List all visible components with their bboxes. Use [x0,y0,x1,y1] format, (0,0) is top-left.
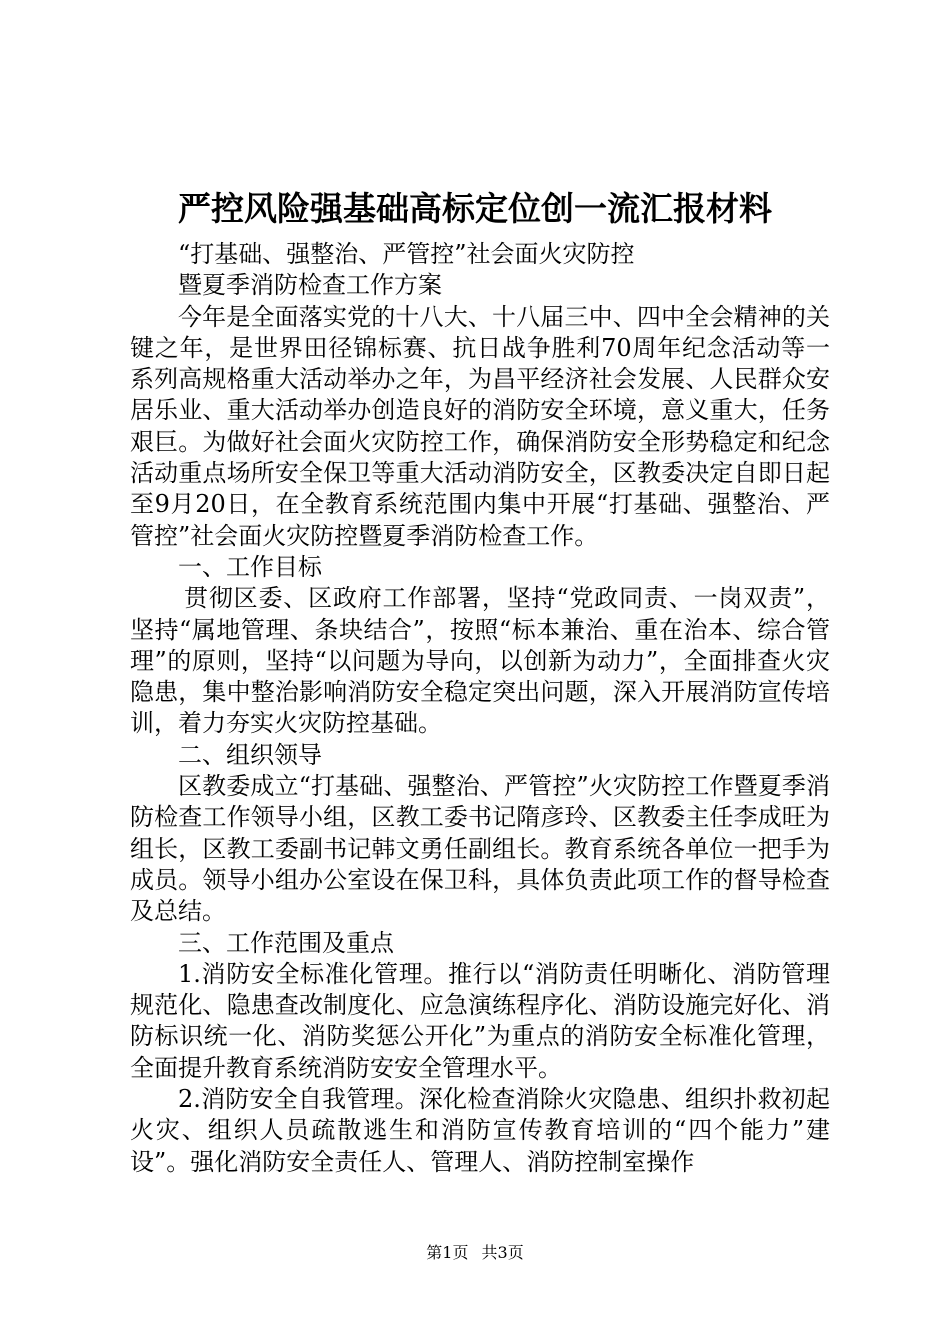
page-footer [0,1242,950,1264]
paragraph-intro: 今年是全面落实党的十八大、十八届三中、四中全会精神的关键之年，是世界田径锦标赛、抗日战争胜利70周年纪念活动等一系列高规格重大活动举办之年，为昌平经济社会发展、人民群众安居乐业、重大活动举办创造良好的消防安全环境，意义重大，任务艰巨。为做好社会面火灾防控工作，确保消防安全形势稳定和纪念活动重点场所安全保卫等重大活动消防安全，区教委决定自即日起至9月20日，在全教育系统范围内集中开展“打基础、强整治、严管控”社会面火灾防控暨夏季消防检查工作。 [130,302,830,550]
subtitle-line-2: 暨夏季消防检查工作方案 [178,271,442,300]
page-total: 共3页 [481,1243,524,1262]
document-body [130,239,830,1178]
document-title: 严控风险强基础高标定位创一流汇报材料 [178,189,772,228]
paragraph-item-1: 1.消防安全标准化管理。推行以“消防责任明晰化、消防管理规范化、隐患查改制度化、应急演练程序化、消防设施完好化、消防标识统一化、消防奖惩公开化”为重点的消防安全标准化管理，全面提升教育系统消防安安全管理水平。 [130,959,830,1082]
page-number: 第1页 [426,1243,469,1262]
paragraph-organization: 区教委成立“打基础、强整治、严管控”火灾防控工作暨夏季消防检查工作领导小组，区教工委书记隋彦玲、区教委主任李成旺为组长，区教工委副书记韩文勇任副组长。教育系统各单位一把手为成员。领导小组办公室设在保卫科，具体负责此项工作的督导检查及总结。 [130,772,830,926]
section-heading-goals: 一、工作目标 [178,552,322,581]
paragraph-goals: 贯彻区委、区政府工作部署，坚持“党政同责、一岗双责”，坚持“属地管理、条块结合”，按照“标本兼治、重在治本、综合管理”的原则，坚持“以问题为导向，以创新为动力”，全面排查火灾隐患，集中整治影响消防安全稳定突出问题，深入开展消防宣传培训，着力夯实火灾防控基础。 [130,584,830,738]
section-heading-organization: 二、组织领导 [178,740,322,769]
section-heading-scope: 三、工作范围及重点 [178,928,394,957]
subtitle-line-1: “打基础、强整治、严管控”社会面火灾防控 [178,240,635,268]
paragraph-item-2: 2.消防安全自我管理。深化检查消除火灾隐患、组织扑救初起火灾、组织人员疏散逃生和消防宣传教育培训的“四个能力”建设”。强化消防安全责任人、管理人、消防控制室操作 [130,1085,830,1176]
